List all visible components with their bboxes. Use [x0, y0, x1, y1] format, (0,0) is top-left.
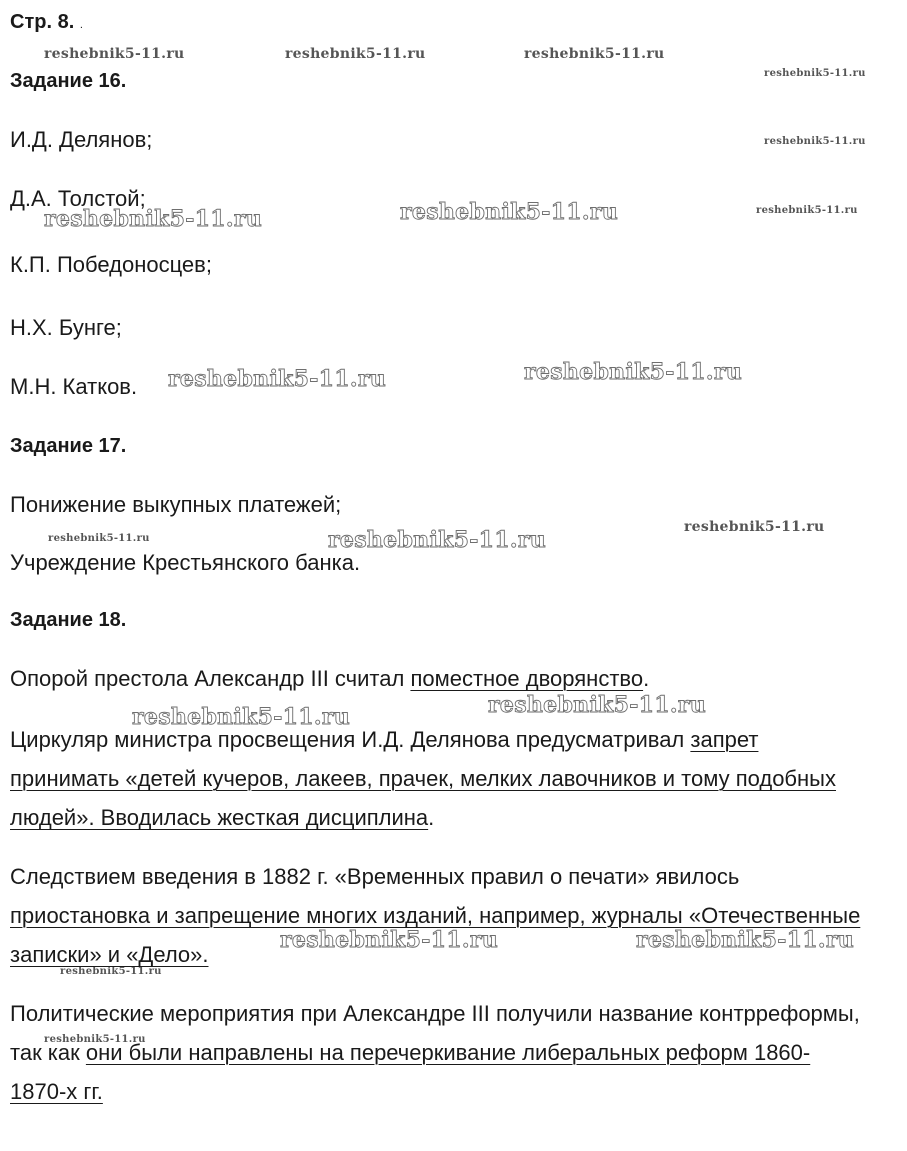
watermark: reshebnik5-11.ru: [636, 927, 855, 953]
task17-item: Понижение выкупных платежей;: [10, 492, 342, 517]
task18-paragraph-4-line-2: так как они были направлены на перечеркивание либеральных реформ 1860-: [10, 1040, 811, 1065]
task18-paragraph-4-line-3: [10, 1079, 103, 1105]
underlined-answer: приостановка и запрещение многих изданий, например, журналы «Отечественные: [10, 903, 861, 928]
underlined-answer: они были направлены на перечеркивание либеральных реформ 1860-: [85, 1040, 811, 1065]
watermark: reshebnik5-11.ru: [756, 205, 858, 216]
task18-paragraph-3-line-3: [10, 942, 209, 968]
watermark: reshebnik5-11.ru: [60, 966, 162, 977]
task18-paragraph-3-line-1: Следствием введения в 1882 г. «Временных правил о печати» явилось: [10, 864, 740, 889]
watermark: reshebnik5-11.ru: [400, 199, 619, 225]
task18-paragraph-3-line-2: [10, 903, 860, 929]
task16-item: Д.А. Толстой;: [10, 186, 146, 211]
task18-title: Задание 18.: [10, 609, 127, 631]
page-label: Стр. 8. .: [10, 11, 83, 33]
underlined-answer: записки» и «Дело».: [10, 942, 209, 967]
task16-item: И.Д. Делянов;: [10, 127, 153, 152]
watermark: reshebnik5-11.ru: [285, 46, 426, 62]
underlined-answer: запрет: [690, 727, 759, 752]
task18-paragraph-2-line-1: Циркуляр министра просвещения И.Д. Делянова предусматривал запрет: [10, 727, 759, 752]
underlined-answer: поместное дворянство: [410, 666, 644, 691]
underlined-answer: принимать «детей кучеров, лакеев, прачек, мелких лавочников и тому подобных: [10, 766, 836, 791]
watermark: reshebnik5-11.ru: [48, 533, 150, 544]
watermark: reshebnik5-11.ru: [524, 46, 665, 62]
watermark: reshebnik5-11.ru: [44, 1034, 146, 1045]
task16-item: Н.Х. Бунге;: [10, 315, 122, 340]
watermark: reshebnik5-11.ru: [328, 527, 547, 553]
watermark: reshebnik5-11.ru: [168, 366, 387, 392]
watermark: reshebnik5-11.ru: [44, 206, 263, 232]
watermark: reshebnik5-11.ru: [132, 704, 351, 730]
watermark: reshebnik5-11.ru: [280, 927, 499, 953]
underlined-answer: 1870-х гг.: [10, 1079, 103, 1104]
task17-title: Задание 17.: [10, 435, 127, 457]
underlined-answer: людей». Вводилась жесткая дисциплина: [10, 805, 429, 830]
task18-paragraph-4-line-1: Политические мероприятия при Александре III получили название контрреформы,: [10, 1001, 860, 1026]
task16-item: К.П. Победоносцев;: [10, 252, 212, 277]
task18-paragraph-1: Опорой престола Александр III считал поместное дворянство.: [10, 666, 650, 691]
task16-title: Задание 16.: [10, 70, 127, 92]
task17-item: Учреждение Крестьянского банка.: [10, 550, 361, 575]
watermark: reshebnik5-11.ru: [44, 46, 185, 62]
task18-paragraph-2-line-3: людей». Вводилась жесткая дисциплина.: [10, 805, 435, 830]
watermark: reshebnik5-11.ru: [684, 519, 825, 535]
task18-paragraph-2-line-2: [10, 766, 836, 792]
watermark: reshebnik5-11.ru: [764, 68, 866, 79]
watermark: reshebnik5-11.ru: [524, 359, 743, 385]
task16-item: М.Н. Катков.: [10, 374, 138, 399]
watermark: reshebnik5-11.ru: [488, 692, 707, 718]
watermark: reshebnik5-11.ru: [764, 136, 866, 147]
